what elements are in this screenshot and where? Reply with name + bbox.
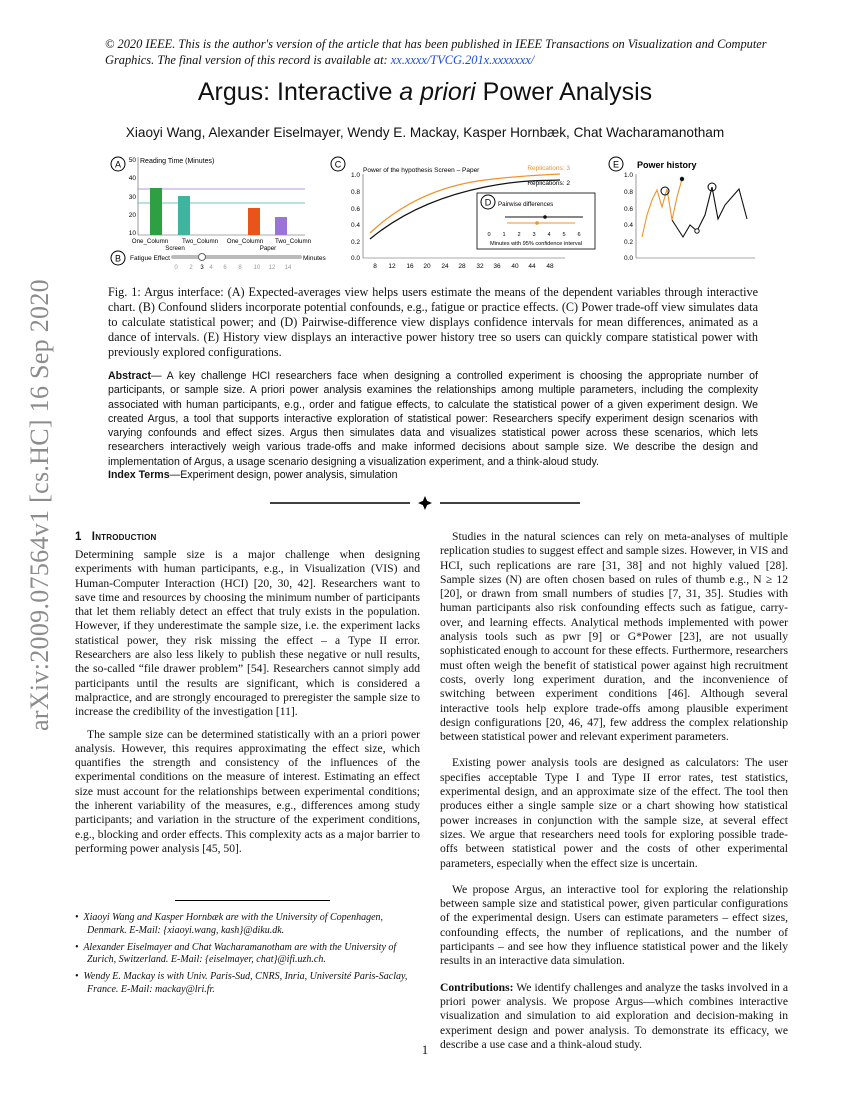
arxiv-id: arXiv:2009.07564v1 [cs.HC] 16 Sep 2020 xyxy=(25,279,54,731)
abstract xyxy=(108,369,758,469)
panel-e-label: E xyxy=(612,159,620,170)
e-ytick: 0.2 xyxy=(623,239,633,246)
a-group: Screen xyxy=(165,245,185,252)
e-yaxis xyxy=(624,172,633,262)
footnote-item: • Alexander Eiselmayer and Chat Wacharamanotham are with the University of Zurich, Switzerland. E-Mail: {eiselmayer, chat}@ifi.uzh.ch. xyxy=(75,941,397,966)
e-ytick: 0.0 xyxy=(623,255,633,262)
e-node[interactable] xyxy=(695,229,699,233)
divider-star-icon xyxy=(418,496,432,510)
c-title: Power of the hypothesis Screen – Paper xyxy=(363,167,480,174)
abstract-text: — A key challenge HCI researchers face when designing a controlled experiment is choosing the appropriate number of participants, or sample size. A priori power analysis examines the relationships among multiple parameters, including the complexity associated with human participants, e.g., order and fatigue effects, to calculate the statistical power of a given experiment design. We created Argus, a tool that supports interactive exploration of statistical power: Researchers specify experiment design scenarios with varying confounds and effect sizes. Argus then simulates data and visualizes statistical power across these scenarios, which lets researchers interactively weigh various trade-offs and make informed decisions about sample size. We describe the design and implementation of Argus, a usage scenario designing a visualization experiment, and a think-aloud study. xyxy=(108,370,758,468)
b-tick: 4 xyxy=(209,265,213,271)
b-unit: Minutes xyxy=(303,255,326,262)
d-xlabel: Minutes with 95% confidence interval xyxy=(489,241,583,247)
abstract-label: Abstract xyxy=(108,370,151,382)
title-italic: a priori xyxy=(399,78,476,106)
index-terms xyxy=(108,469,758,481)
b-tick: 12 xyxy=(268,265,276,271)
b-tick: 2 xyxy=(189,265,193,271)
a-xlabel: Two_Column xyxy=(181,238,219,245)
b-tick: 14 xyxy=(284,265,292,271)
contributions-label: Contributions: xyxy=(440,980,514,994)
b-tick-current: 3 xyxy=(200,265,204,271)
right-column xyxy=(440,530,788,1060)
a-group: Paper xyxy=(259,245,277,252)
panel-a-label: A xyxy=(114,159,122,170)
panel-b-label: B xyxy=(114,253,122,264)
d-xtick: 0 xyxy=(487,232,491,238)
a-xlabel: One_Column xyxy=(131,238,169,245)
d-xtick: 4 xyxy=(547,232,551,238)
panel-a-title: Reading Time (Minutes) xyxy=(140,158,215,165)
figure-caption: Fig. 1: Argus interface: (A) Expected-averages view helps users estimate the means of the dependent variables through interactive chart. (B) Confound sliders incorporate potential confounds, e.g., fatigue or practice effects. (C) Power trade-off view simulates data to calculate statistical power; and (D) Pairwise-difference view displays confidence intervals for mean differences, animated as a dance of intervals. (E) History view displays an interactive power history tree so users can quickly compare statistical power with previously explored configurations. xyxy=(108,285,758,359)
a-xlabel: One_Column xyxy=(226,238,264,245)
a-bar-3[interactable] xyxy=(248,208,260,235)
a-ytick: 30 xyxy=(128,194,136,201)
page-number: 1 xyxy=(421,1043,429,1057)
c-ytick: 0.8 xyxy=(350,189,360,196)
paragraph: We propose Argus, an interactive tool for exploring the relationship between sample size and statistical power, given particular configurations of the experimental design. Users can estimate parameters – effect sizes, confounding effects, the number of replications, and the number of participants – and see how they influence statistical power and the likely results in an interactive data simulation. xyxy=(440,882,788,968)
c-xtick: 20 xyxy=(423,263,431,270)
c-xtick: 12 xyxy=(388,263,396,270)
a-xlabel: Two_Column xyxy=(274,238,312,245)
c-xtick: 48 xyxy=(546,263,554,270)
section-divider xyxy=(270,494,580,512)
c-xtick: 32 xyxy=(476,263,484,270)
a-bar-2[interactable] xyxy=(178,196,190,235)
d-point-2 xyxy=(535,221,539,225)
section-heading xyxy=(75,531,157,543)
c-legend-rep2: Replications: 2 xyxy=(527,180,570,187)
d-xtick: 3 xyxy=(532,232,536,238)
c-xaxis xyxy=(373,263,554,270)
contributions-text: We identify challenges and analyze the tasks involved in a priori power analysis. We propose Argus—which combines interactive visualization and simulation to aid exploration and decision-making in experiment design and power analysis. To demonstrate its efficacy, we describe a use case and a think-aloud study. xyxy=(440,980,788,1051)
d-xtick: 1 xyxy=(502,232,506,238)
paragraph: The sample size can be determined statistically with an a priori power analysis. However, this requires approximating the effect size, which quantifies the strength and consistency of the influences of the experimental conditions on the measure of interest. Estimating an effect size must account for the relationships between experimental conditions; the inherent variability of the measures, e.g., differences among study participants; and variation in the structure of the experiment conditions, e.g., blocking and order effects. This complexity acts as a major barrier to performing power analysis [45, 50]. xyxy=(75,727,420,855)
a-ytick: 10 xyxy=(128,230,136,237)
paragraph: Determining sample size is a major challenge when designing experiments with human participants, e.g., in Visualization (VIS) and Human-Computer Interaction (HCI) [20, 30, 42]. Researchers want to save time and resources by choosing the minimum number of participants that let them reliably detect an effect that truly exists in the population. However, if they underestimate the sample size, i.e. the experiment lacks statistical power, they risk missing the effect – a Type II error. Researchers are also less likely to publish these negative or null results, the so-called “file drawer problem” [54]. Researchers cannot simply add participants until the results are significant, which is considered a malpractice, and are strongly encouraged to preregister the sample size to increase the credibility of the investigation [11]. xyxy=(75,548,420,719)
e-history-black xyxy=(672,187,747,237)
c-xtick: 16 xyxy=(406,263,414,270)
c-xtick: 8 xyxy=(373,263,377,270)
c-legend-rep3: Replications: 3 xyxy=(527,165,570,172)
panel-c-label: C xyxy=(334,159,342,170)
author-list: Xiaoyi Wang, Alexander Eiselmayer, Wendy E. Mackay, Kasper Hornbæk, Chat Wacharamanotham xyxy=(125,125,725,140)
c-xtick: 28 xyxy=(458,263,466,270)
d-xtick: 2 xyxy=(517,232,521,238)
footnote-text: Alexander Eiselmayer and Chat Wacharamanotham are with the University of Zurich, Switzerland. E-Mail: {eiselmayer, chat}@ifi.uzh.ch. xyxy=(83,941,397,966)
e-ytick: 0.6 xyxy=(623,206,633,213)
d-xtick: 6 xyxy=(577,232,581,238)
c-xtick: 40 xyxy=(511,263,519,270)
arxiv-stamp xyxy=(10,279,70,731)
b-tick: 0 xyxy=(174,265,178,271)
e-ytick: 1.0 xyxy=(623,172,633,179)
doi-link[interactable]: xx.xxxx/TVCG.201x.xxxxxxx/ xyxy=(390,53,535,67)
a-ytick: 50 xyxy=(128,157,136,164)
paper-title xyxy=(0,78,850,107)
b-ticks xyxy=(174,265,292,271)
e-ytick: 0.8 xyxy=(623,189,633,196)
c-ytick: 0.2 xyxy=(350,239,360,246)
copyright-notice xyxy=(105,36,795,68)
title-part-end: Power Analysis xyxy=(475,78,653,106)
index-terms-text: —Experiment design, power analysis, simulation xyxy=(169,469,398,481)
c-xtick: 36 xyxy=(493,263,501,270)
paragraph: Existing power analysis tools are designed as calculators: The user specifies acceptable Type I and Type II error rates, test statistics, experimental design, and an approximate size of the effect. The tool then produces either a single sample size or a chart showing how statistical power increases in conjunction with the sample size, at several effect sizes. We argue that researchers need tools for exploring possible trade-offs between statistical power and the costs of other experimental parameters, especially when the effect size is uncertain. xyxy=(440,756,788,870)
c-ytick: 1.0 xyxy=(350,172,360,179)
contributions-paragraph xyxy=(440,981,788,1052)
a-xlabels xyxy=(132,238,312,252)
index-terms-label: Index Terms xyxy=(108,469,170,481)
footnotes xyxy=(75,912,425,1001)
footnote-rule xyxy=(175,900,330,901)
panel-a-yaxis xyxy=(129,157,137,237)
c-yaxis xyxy=(351,172,360,262)
b-tick: 10 xyxy=(253,265,261,271)
panel-d-label: D xyxy=(484,197,492,208)
b-label: Fatigue Effect xyxy=(130,255,170,262)
c-xtick: 24 xyxy=(441,263,449,270)
section-number: 1 xyxy=(75,531,82,543)
b-tick: 6 xyxy=(223,265,227,271)
d-point-1 xyxy=(543,215,547,219)
b-tick: 8 xyxy=(238,265,242,271)
notice-text: © 2020 IEEE. This is the author's version of the article that has been published in IEEE Transactions on Visualization and Computer Graphics. The final version of this record is available at: xyxy=(105,37,767,67)
d-title: Pairwise differences xyxy=(498,201,554,208)
e-title: Power history xyxy=(637,160,697,170)
c-ytick: 0.6 xyxy=(350,206,360,213)
figure-svg xyxy=(105,155,770,275)
left-column xyxy=(75,548,420,856)
footnote-text: Xiaoyi Wang and Kasper Hornbæk are with the University of Copenhagen, Denmark. E-Mail: {xiaoyi.wang, kash}@diku.dk. xyxy=(83,912,384,936)
e-ytick: 0.4 xyxy=(623,222,633,229)
section-title: Introduction xyxy=(91,531,157,543)
a-ytick: 40 xyxy=(128,175,136,182)
figure-1 xyxy=(105,155,770,275)
paragraph: Studies in the natural sciences can rely on meta-analyses of multiple replication studies to suggest effect and sample sizes. However, in VIS and HCI, such replications are rare [31, 38] and not highly valued [28]. Sample sizes (N) are often chosen based on rules of thumb e.g., N ≥ 12 [20], or drawn from small numbers of studies [7, 31, 35]. Studies with human participants also risk confounding effects such as fatigue, carry-over, and learning effects. Analytical methods implemented with power analysis tools such as pwr [9] or G*Power [23], are not usually sophisticated enough to account for these effects. Furthermore, researchers must often weigh the benefit of statistical power against high recruitment costs, overly long experiment duration, and the inconvenience of switching between experiment conditions [46]. Although several interactive tools help explore trade-offs among plausible experiment design configurations [20, 46, 47], few address the complex relationship between statistical power and relevant experiment parameters. xyxy=(440,530,788,744)
a-ytick: 20 xyxy=(128,212,136,219)
footnote-text: Wendy E. Mackay is with Univ. Paris-Sud, CNRS, Inria, Université Paris-Saclay, France. E-Mail: mackay@lri.fr. xyxy=(83,971,408,995)
footnote-item: • Wendy E. Mackay is with Univ. Paris-Sud, CNRS, Inria, Université Paris-Saclay, France. E-Mail: mackay@lri.fr. xyxy=(75,971,408,995)
a-bar-4[interactable] xyxy=(275,217,287,235)
c-ytick: 0.0 xyxy=(350,255,360,262)
fatigue-slider-handle[interactable] xyxy=(199,254,206,261)
title-part: Argus: Interactive xyxy=(197,78,400,106)
c-ytick: 0.4 xyxy=(350,222,360,229)
a-bar-1[interactable] xyxy=(150,188,162,235)
c-xtick: 44 xyxy=(528,263,536,270)
d-xtick: 5 xyxy=(562,232,566,238)
e-node[interactable] xyxy=(680,177,684,181)
footnote-item: • Xiaoyi Wang and Kasper Hornbæk are with the University of Copenhagen, Denmark. E-Mail: {xiaoyi.wang, kash}@diku.dk. xyxy=(75,912,384,936)
